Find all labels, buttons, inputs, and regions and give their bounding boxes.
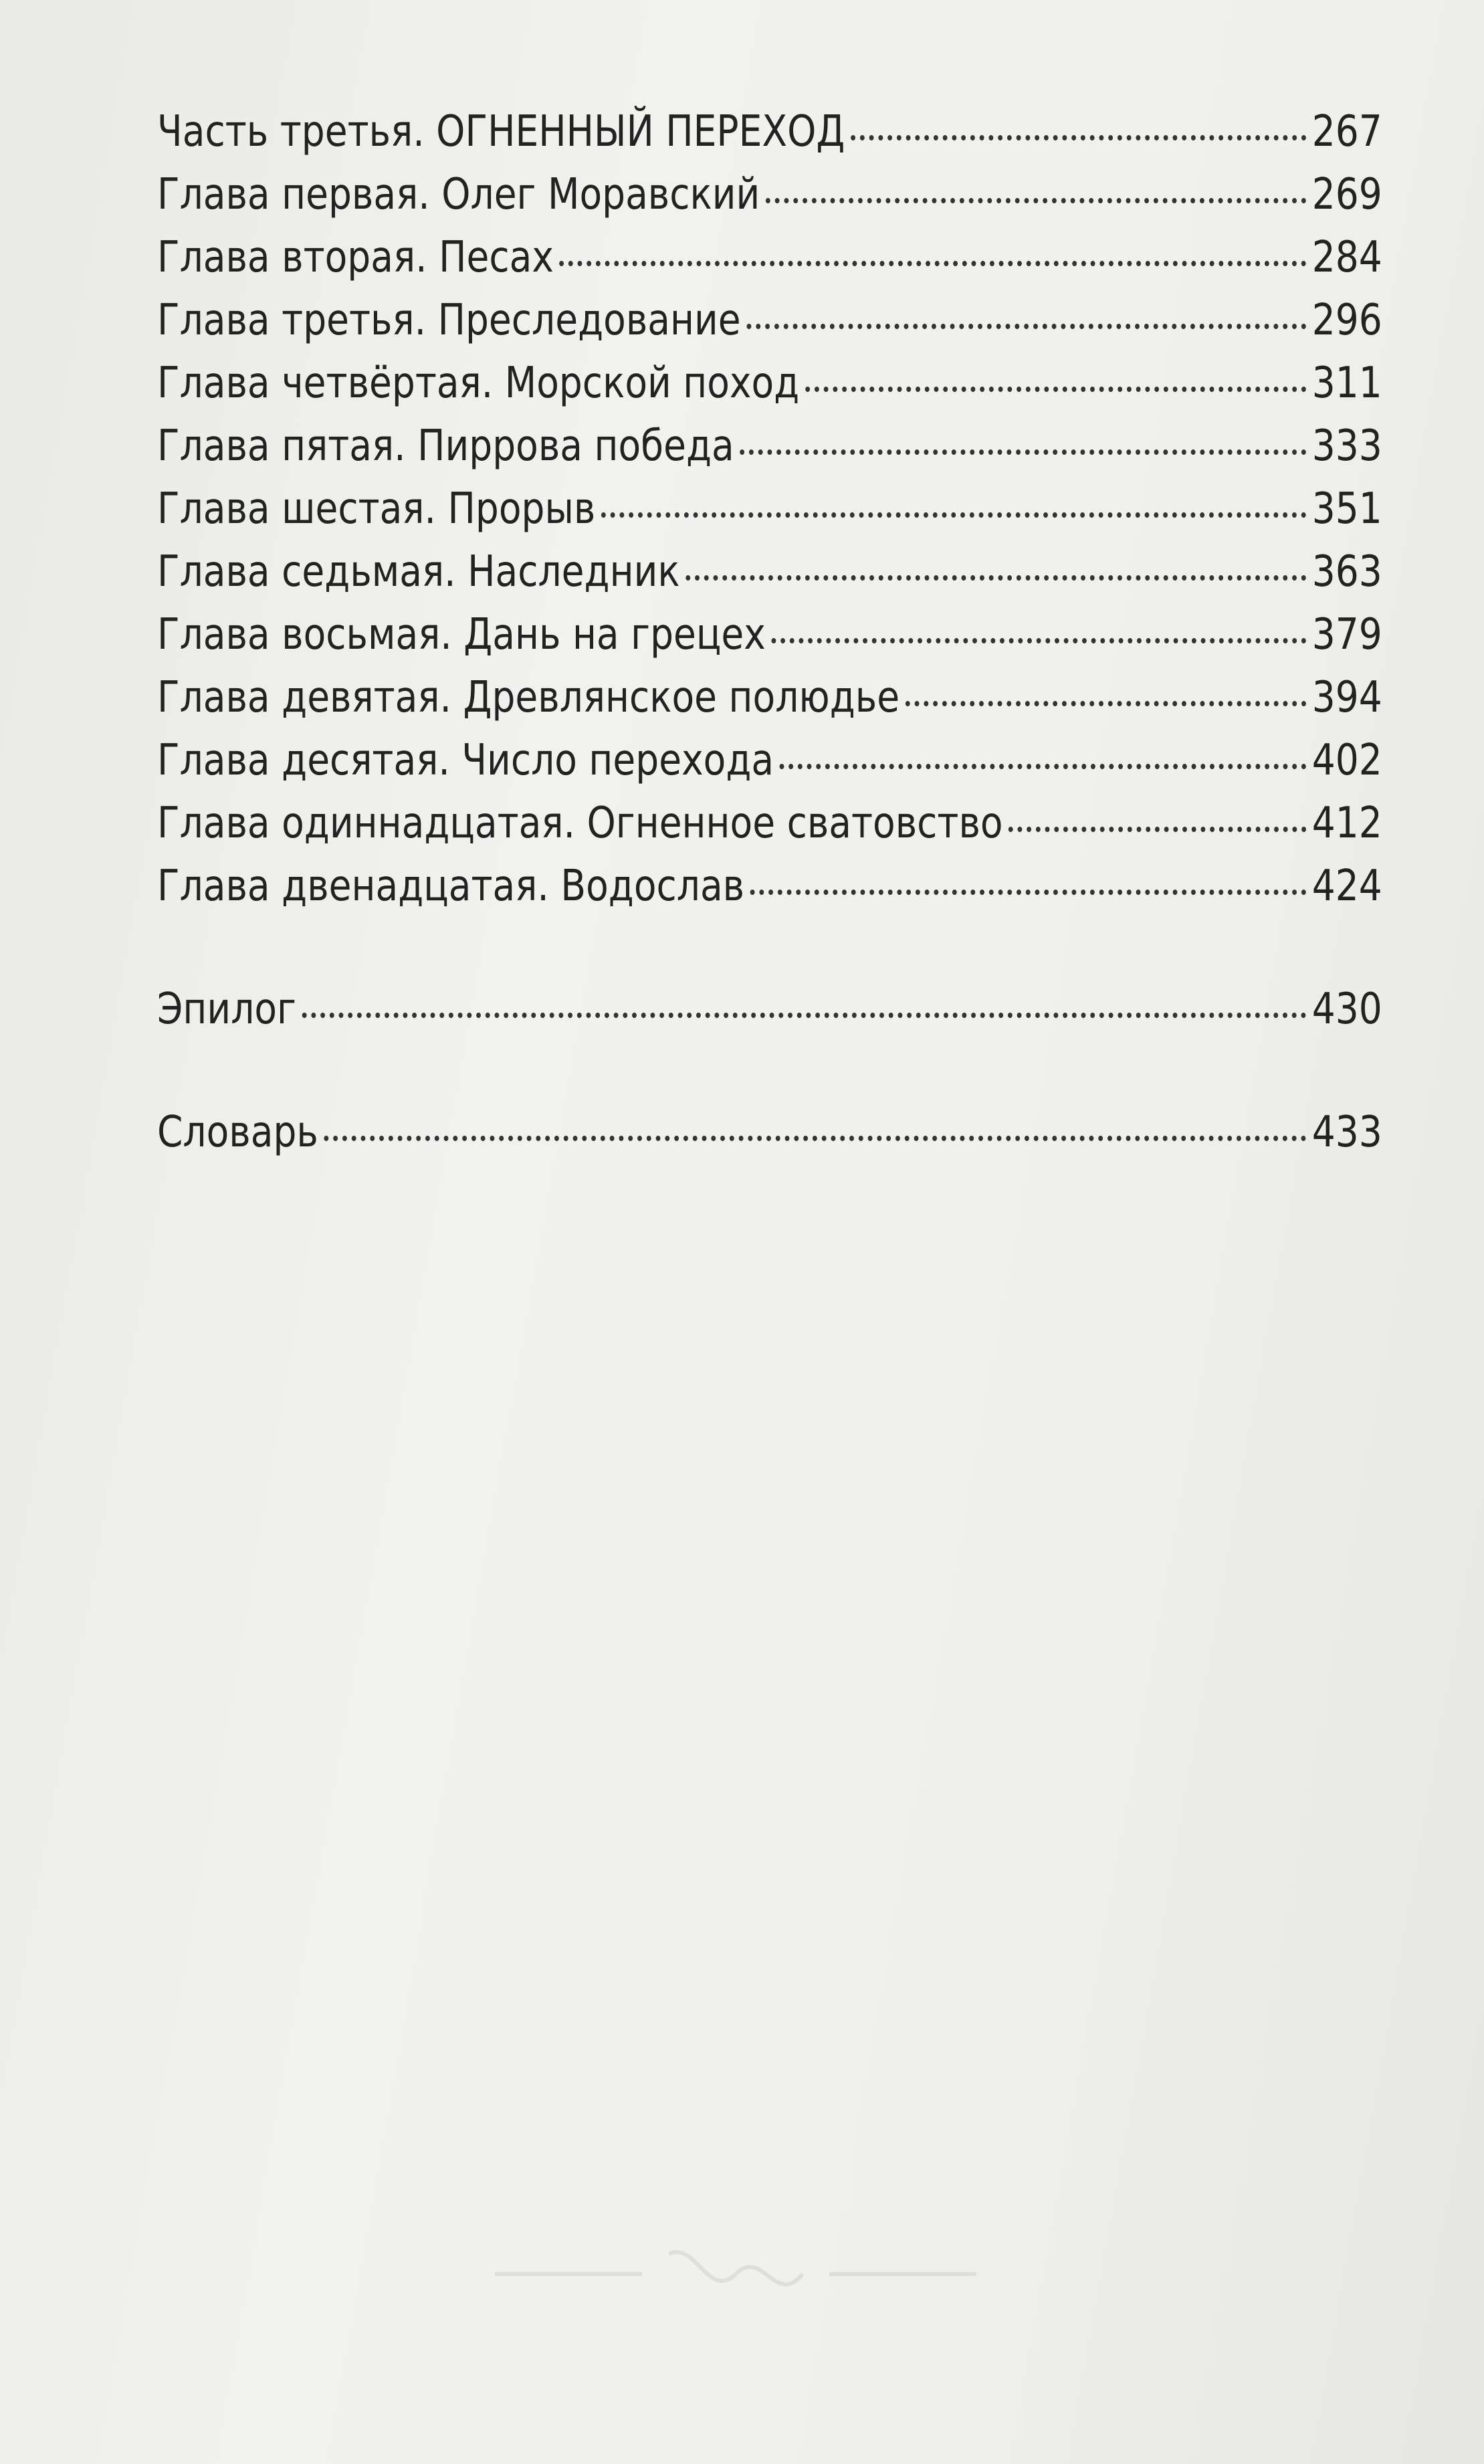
dot-leader [906,701,1306,706]
toc-chapter-entry [157,666,1382,729]
toc-entry-page: 267 [1311,107,1382,157]
toc-entry-page: 402 [1311,736,1382,785]
toc-chapter-entry [157,792,1382,855]
toc-chapter-entry [157,226,1382,289]
toc-entry-page: 379 [1311,610,1382,659]
dot-leader [601,512,1306,518]
toc-entry-title: Глава четвёртая. Морской поход [157,358,800,408]
toc-entry-page: 394 [1311,673,1382,722]
toc-entry-title: Глава вторая. Песах [157,233,554,282]
toc-chapter-entry [157,415,1382,478]
toc-chapter-entry [157,163,1382,226]
dot-leader [1009,827,1306,832]
faint-ornament [468,2234,1003,2314]
toc-entry-title: Глава пятая. Пиррова победа [157,421,734,471]
toc-entry-page: 363 [1311,547,1382,597]
toc-entry-title: Глава первая. Олег Моравский [157,170,760,219]
toc-chapter-entry [157,540,1382,603]
toc-epilogue-entry [157,978,1382,1041]
dot-leader [851,135,1306,140]
toc-entry-page: 296 [1311,296,1382,345]
toc-entry-title: Глава девятая. Древлянское полюдье [157,673,900,722]
dot-leader [324,1136,1306,1141]
toc-entry-page: 311 [1311,358,1382,408]
toc-chapter-entry [157,729,1382,792]
toc-entry-title: Глава одиннадцатая. Огненное сватовство [157,799,1003,848]
toc-entry-page: 430 [1311,985,1382,1034]
toc-chapter-entry [157,855,1382,918]
toc-entry-page: 333 [1311,421,1382,471]
dot-leader [302,1013,1307,1018]
toc-entry-page: 269 [1311,170,1382,219]
toc-entry-title: Глава двенадцатая. Водослав [157,861,745,911]
dot-leader [746,324,1306,329]
dot-leader [740,449,1306,455]
toc-part-entry [157,100,1382,163]
toc-entry-title: Глава седьмая. Наследник [157,547,680,597]
toc-chapter-entry [157,478,1382,540]
dot-leader [559,261,1306,266]
dot-leader [780,764,1306,769]
toc-entry-title: Глава десятая. Число перехода [157,736,774,785]
toc-entry-page: 412 [1311,799,1382,848]
toc-entry-title: Эпилог [157,985,296,1034]
dot-leader [766,198,1306,203]
toc-entry-title: Словарь [157,1108,318,1157]
toc-glossary-entry [157,1101,1382,1164]
toc-entry-title: Глава восьмая. Дань на грецех [157,610,766,659]
toc-chapter-entry [157,603,1382,666]
toc-chapter-entry [157,289,1382,352]
toc-entry-title: Глава шестая. Прорыв [157,484,596,534]
toc-entry-page: 424 [1311,861,1382,911]
toc-entry-page: 284 [1311,233,1382,282]
toc-entry-title: Глава третья. Преследование [157,296,741,345]
dot-leader [685,575,1306,581]
dot-leader [805,387,1306,392]
toc-entry-page: 433 [1311,1108,1382,1157]
dot-leader [771,638,1306,643]
table-of-contents [157,100,1394,1164]
toc-entry-page: 351 [1311,484,1382,534]
toc-chapter-entry [157,352,1382,415]
dot-leader [750,890,1306,895]
toc-entry-title: Часть третья. ОГНЕННЫЙ ПЕРЕХОД [157,107,845,157]
